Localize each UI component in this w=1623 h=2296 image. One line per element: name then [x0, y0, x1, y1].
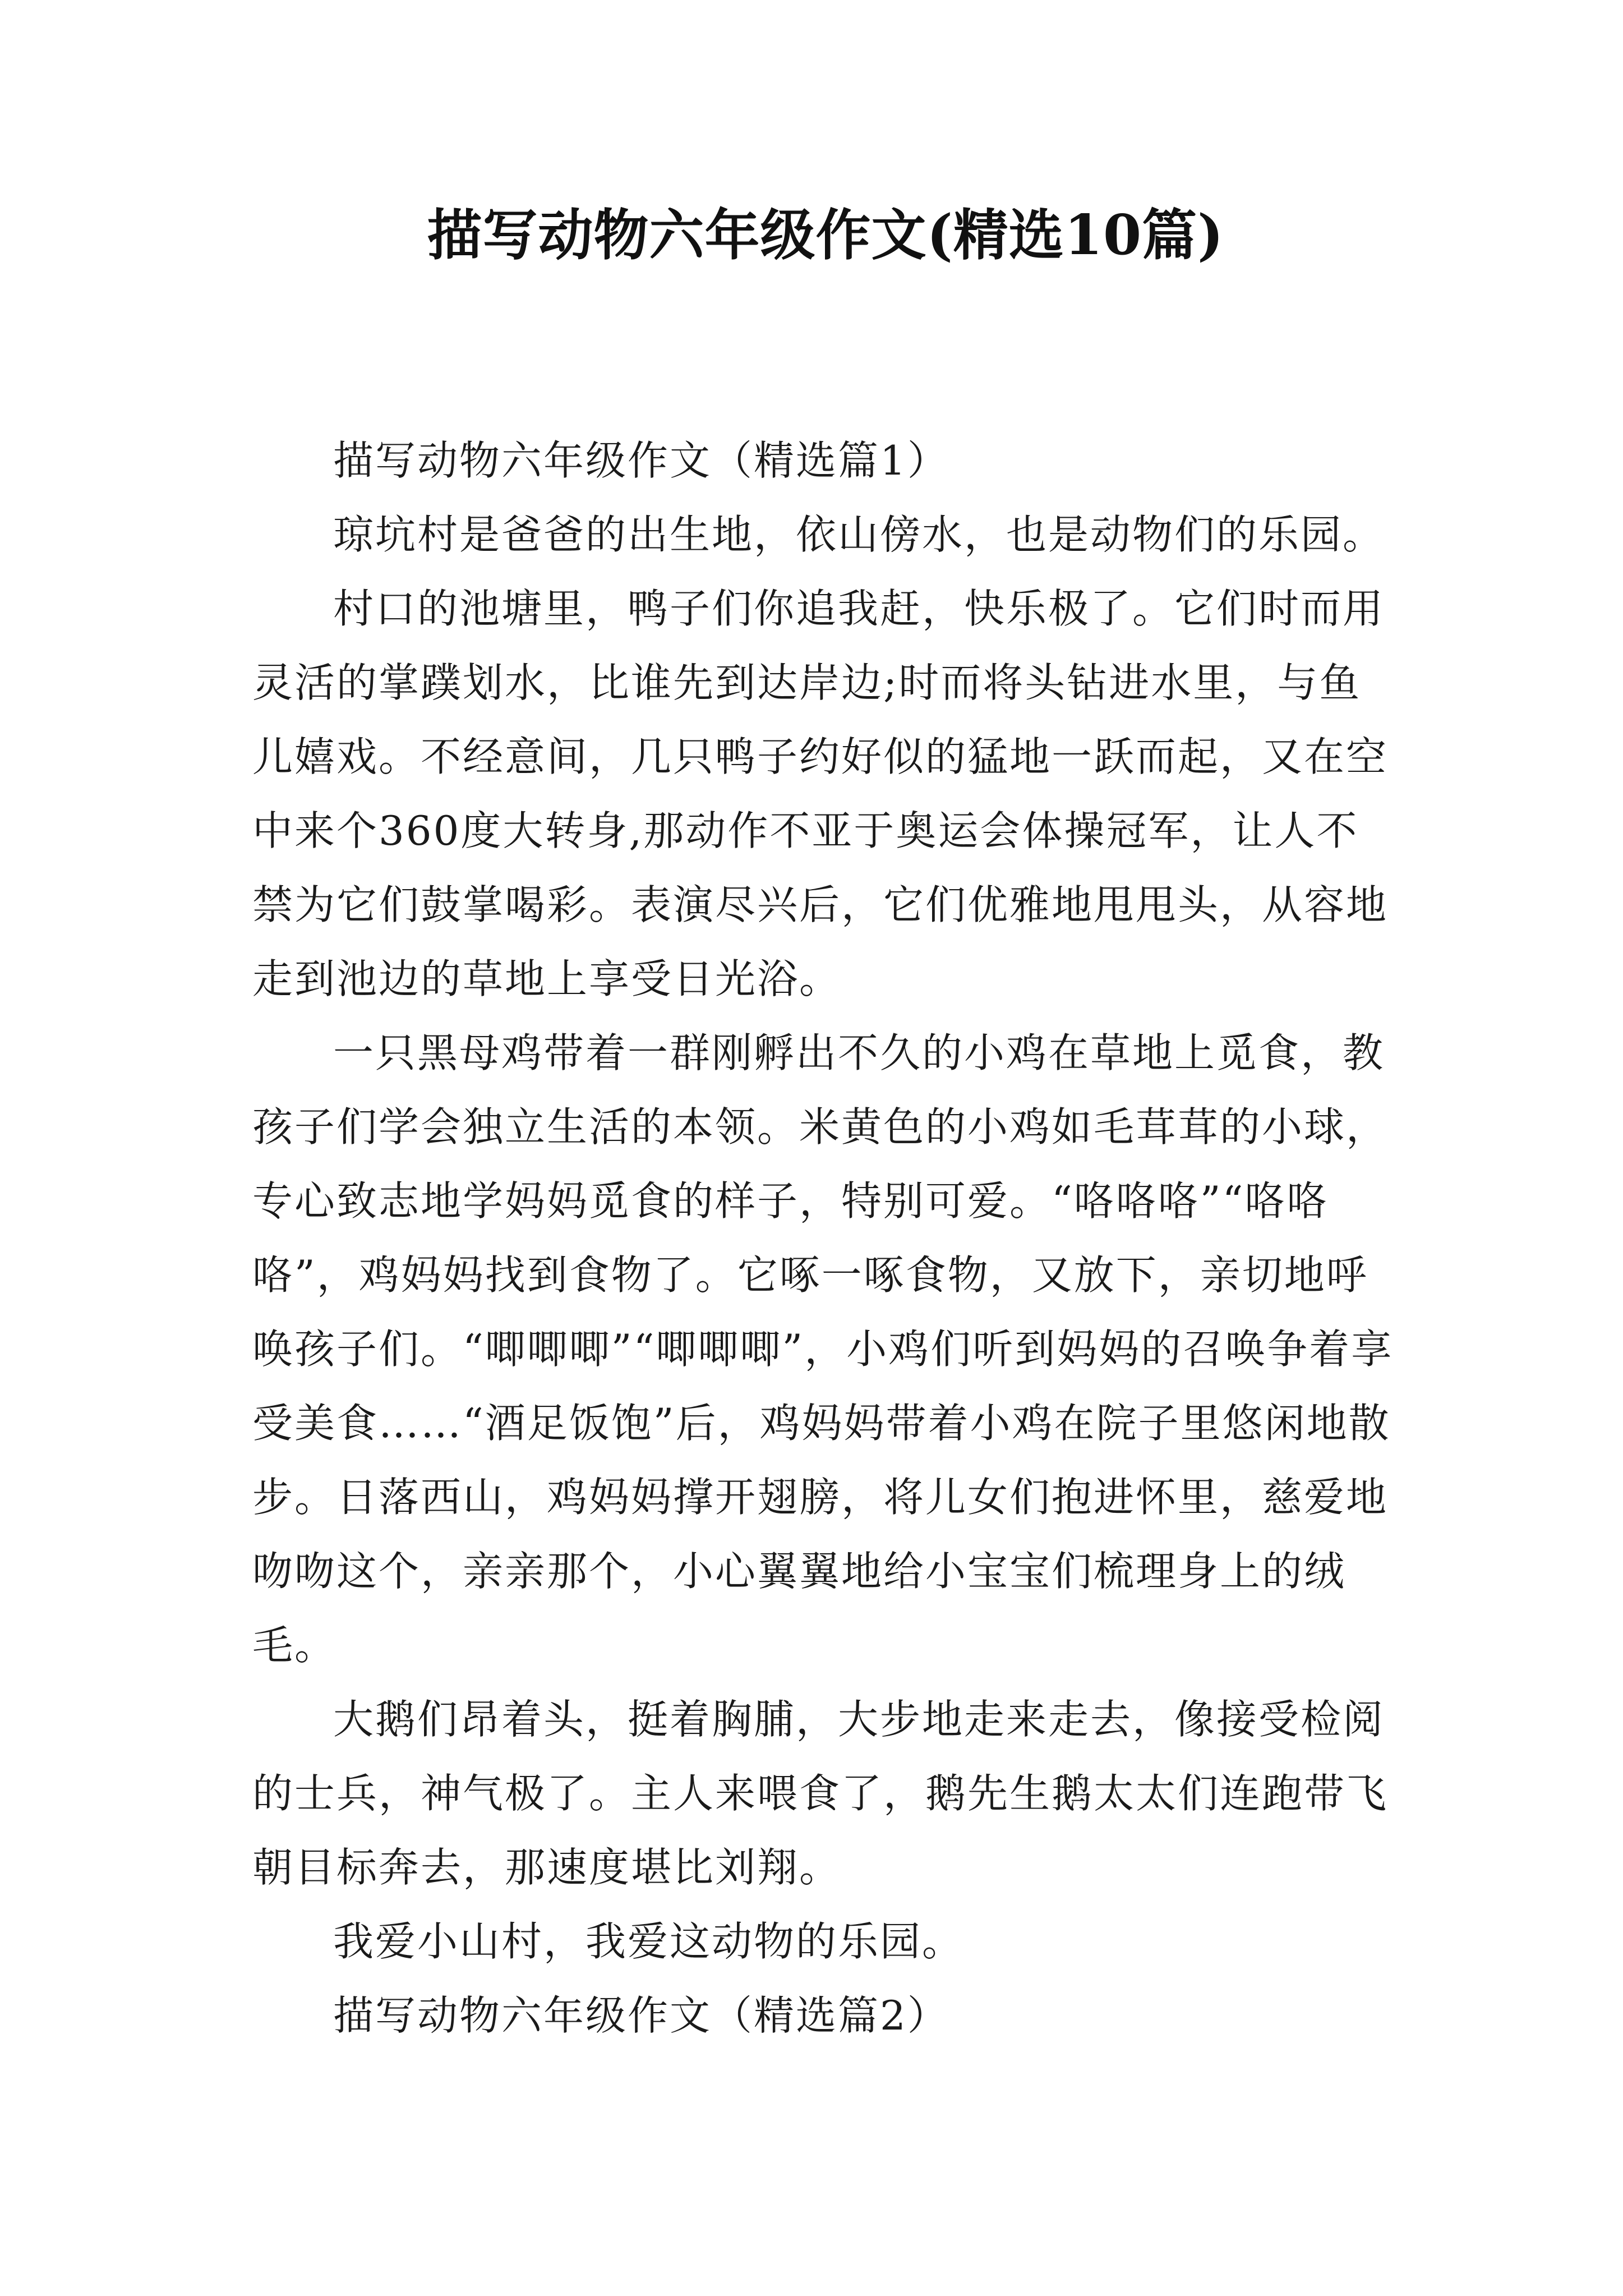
paragraph-ducks: 村口的池塘里，鸭子们你追我赶，快乐极了。它们时而用灵活的掌蹼划水，比谁先到达岸边;时而将头钻进水里，与鱼儿嬉戏。不经意间，几只鸭子约好似的猛地一跃而起，又在空中来个360度大转身,那动作不亚于奥运会体操冠军，让人不禁为它们鼓掌喝彩。表演尽兴后，它们优雅地甩甩头，从容地走到池边的草地上享受日光浴。 [252, 585, 1389, 1002]
section-heading-2: 描写动物六年级作文（精选篇2） [333, 1992, 949, 2039]
document-title: 描写动物六年级作文(精选10篇) [427, 203, 1224, 268]
paragraph-geese: 大鹅们昂着头，挺着胸脯，大步地走来走去，像接受检阅的士兵，神气极了。主人来喂食了，鹅先生鹅太太们连跑带飞朝目标奔去，那速度堪比刘翔。 [252, 1696, 1389, 1891]
section-heading-1: 描写动物六年级作文（精选篇1） [333, 437, 949, 484]
paragraph-conclusion: 我爱小山村，我爱这动物的乐园。 [333, 1918, 965, 1965]
document-body [252, 424, 1399, 2053]
paragraph-hen-and-chicks: 一只黑母鸡带着一群刚孵出不久的小鸡在草地上觅食，教孩子们学会独立生活的本领。米黄色的小鸡如毛茸茸的小球，专心致志地学妈妈觅食的样子，特别可爱。“咯咯咯”“咯咯咯”，鸡妈妈找到食物了。它啄一啄食物，又放下，亲切地呼唤孩子们。“唧唧唧”“唧唧唧”，小鸡们听到妈妈的召唤争着享受美食……“酒足饭饱”后，鸡妈妈带着小鸡在院子里悠闲地散步。日落西山，鸡妈妈撑开翅膀，将儿女们抱进怀里，慈爱地吻吻这个，亲亲那个，小心翼翼地给小宝宝们梳理身上的绒毛。 [252, 1029, 1394, 1669]
paragraph-intro: 琼坑村是爸爸的出生地，依山傍水，也是动物们的乐园。 [333, 511, 1385, 558]
